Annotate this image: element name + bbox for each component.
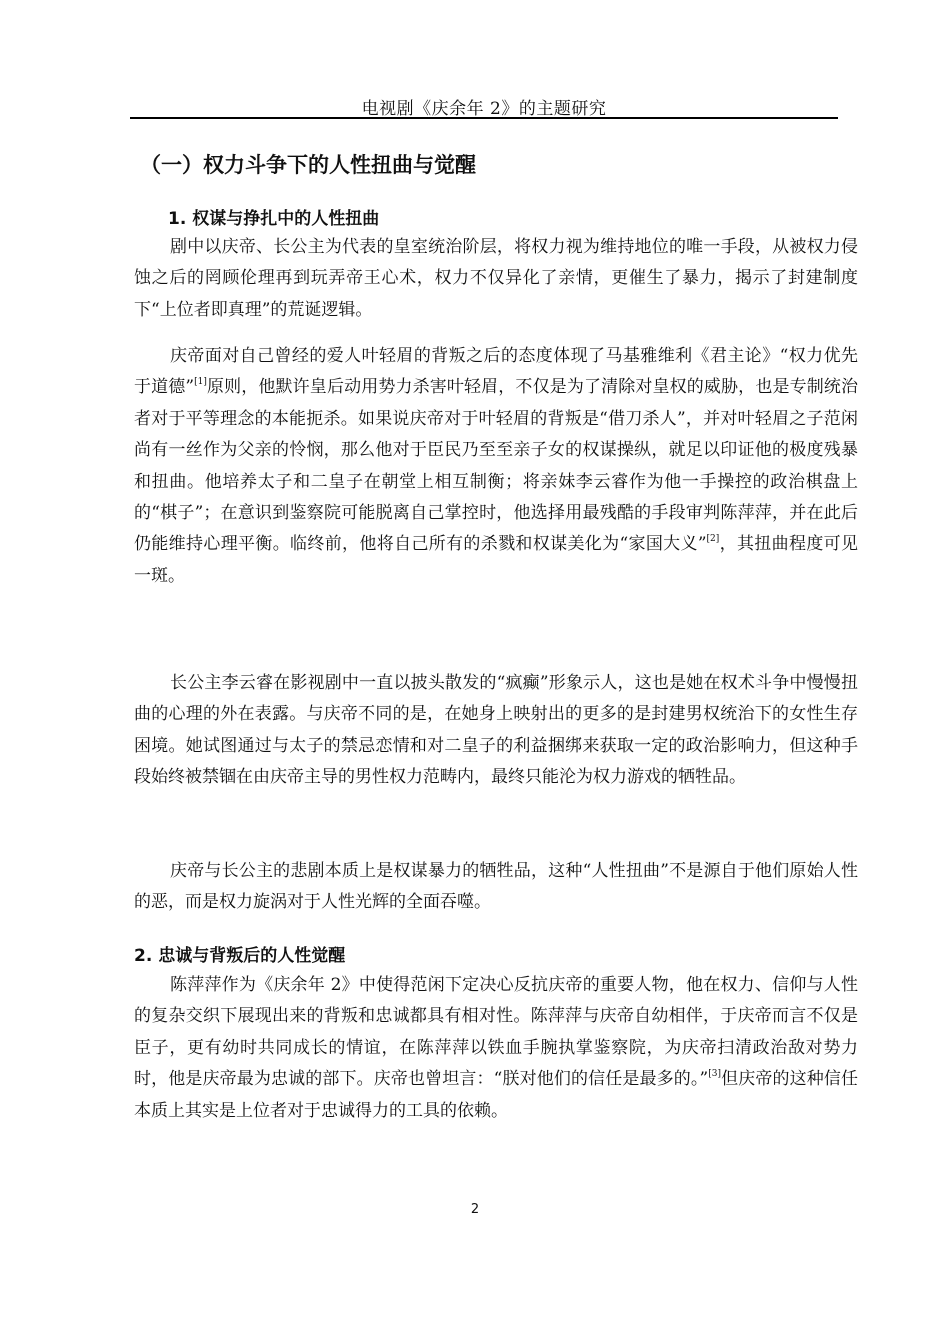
paragraph-5-part-a: 陈萍萍作为《庆余年 2》中使得范闲下定决心反抗庆帝的重要人物，他在权力、信仰与人性的复杂交织下展现出来的背叛和忠诚都具有相对性。陈萍萍与庆帝自幼相伴，于庆帝而言不仅是臣子，更有幼时共同成长的情谊，在陈萍萍以铁血手腕执掌鉴察院，为庆帝扫清政治敌对势力时，他是庆帝最为忠诚的部下。庆帝也曾坦言：“朕对他们的信任是最多的。”: [134, 975, 858, 1090]
page-number: 2: [470, 1202, 480, 1217]
paragraph-2-part-c: ，其扭曲程度可见一斑。: [134, 534, 859, 586]
subsection-heading-1: 1. 权谋与挣扎中的人性扭曲: [168, 209, 380, 229]
paragraph-3: 长公主李云睿在影视剧中一直以披头散发的“疯癫”形象示人，这也是她在权术斗争中慢慢扭曲的心理的外在表露。与庆帝不同的是，在她身上映射出的更多的是封建男权统治下的女性生存困境。她试图通过与太子的禁忌恋情和对二皇子的利益捆绑来获取一定的政治影响力，但这种手段始终被禁锢在由庆帝主导的男性权力范畴内，最终只能沦为权力游戏的牺牲品。: [134, 673, 858, 788]
citation-2: [2]: [706, 534, 720, 545]
citation-1: [1]: [194, 377, 207, 388]
citation-3: [3]: [708, 1069, 721, 1080]
paragraph-2-part-a: 庆帝面对自己曾经的爱人叶轻眉的背叛之后的态度体现了马基雅维利《君主论》“权力优先于道德”: [134, 346, 858, 398]
subsection-heading-2: 2. 忠诚与背叛后的人性觉醒: [134, 946, 346, 966]
paragraph-2: [134, 341, 858, 592]
header-rule: [130, 117, 838, 119]
paragraph-4: 庆帝与长公主的悲剧本质上是权谋暴力的牺牲品，这种“人性扭曲”不是源自于他们原始人性的恶，而是权力旋涡对于人性光辉的全面吞噬。: [134, 861, 858, 913]
paragraph-1: 剧中以庆帝、长公主为代表的皇室统治阶层，将权力视为维持地位的唯一手段，从被权力侵蚀之后的罔顾伦理再到玩弄帝王心术，权力不仅异化了亲情，更催生了暴力，揭示了封建制度下“上位者即真理”的荒诞逻辑。: [134, 237, 858, 320]
paragraph-2-part-b: 原则，他默许皇后动用势力杀害叶轻眉，不仅是为了清除对皇权的威胁，也是专制统治者对于平等理念的本能扼杀。如果说庆帝对于叶轻眉的背叛是“借刀杀人”，并对叶轻眉之子范闲尚有一丝作为父亲的怜悯，那么他对于臣民乃至至亲子女的权谋操纵，就足以印证他的极度残暴和扭曲。他培养太子和二皇子在朝堂上相互制衡；将亲妹李云睿作为他一手操控的政治棋盘上的“棋子”；在意识到鉴察院可能脱离自己掌控时，他选择用最残酷的手段审判陈萍萍，并在此后仍能维持心理平衡。临终前，他将自己所有的杀戮和权谋美化为“家国大义”: [134, 377, 858, 555]
paragraph-5: [134, 970, 858, 1127]
section-title: （一）权力斗争下的人性扭曲与觉醒: [140, 153, 476, 177]
paragraph-5-part-b: 但庆帝的这种信任本质上其实是上位者对于忠诚得力的工具的依赖。: [134, 1069, 858, 1121]
running-header: 电视剧《庆余年 2》的主题研究: [361, 99, 607, 119]
